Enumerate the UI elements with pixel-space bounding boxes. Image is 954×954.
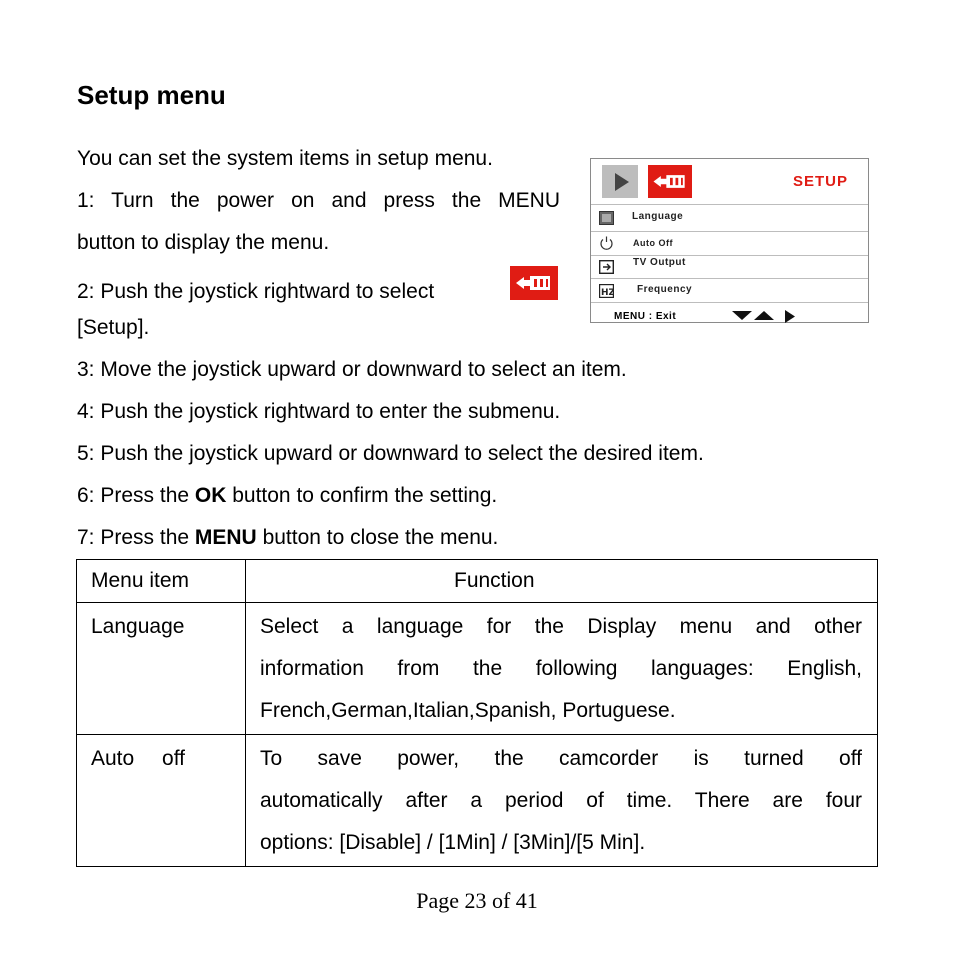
- row-function-line: options: [Disable] / [1Min] / [3Min]/[5 Min].: [260, 831, 646, 854]
- screen-item-label: Auto Off: [633, 238, 673, 248]
- step-7: [77, 526, 498, 550]
- screen-item-tv-output: [591, 256, 868, 279]
- intro-line-3: button to display the menu.: [77, 231, 330, 254]
- step-4: 4: Push the joystick rightward to enter the submenu.: [77, 400, 561, 423]
- setup-tool-icon: [510, 266, 558, 300]
- page-number: Page 23 of 41: [416, 888, 538, 913]
- frequency-icon: [599, 284, 614, 298]
- setup-tab-icon: [648, 165, 692, 198]
- row-item-auto-off: [77, 735, 246, 867]
- power-icon: [599, 236, 614, 250]
- header-menu-item: Menu item: [77, 560, 246, 603]
- svg-text:HZ: HZ: [601, 288, 614, 298]
- settings-table: [76, 559, 878, 867]
- row-function-line: information from the following languages: English,: [260, 657, 862, 680]
- screen-header: [591, 159, 868, 205]
- row-function-line: automatically after a period of time. There are four: [260, 789, 862, 812]
- play-icon: [602, 165, 638, 198]
- step-6-text-end: button to confirm the setting.: [226, 484, 498, 507]
- row-function-line: French,German,Italian,Spanish, Portuguese.: [260, 699, 676, 722]
- row-item-label: Language: [91, 615, 185, 638]
- intro-line-5: [Setup].: [77, 316, 150, 339]
- screen-item-label: TV Output: [633, 257, 686, 268]
- screen-setup-label: SETUP: [793, 173, 849, 190]
- screen-item-auto-off: [591, 232, 868, 256]
- intro-line-2: 1: Turn the power on and press the MENU: [77, 189, 560, 212]
- table-row: [77, 603, 878, 735]
- nav-arrows-icon: [732, 309, 798, 329]
- screen-item-label: Frequency: [637, 284, 693, 295]
- row-function-text: [260, 738, 862, 864]
- row-item-language: [77, 603, 246, 735]
- tv-output-icon: [599, 260, 614, 274]
- ok-keyword: OK: [194, 484, 227, 507]
- row-function-text: [260, 606, 862, 732]
- intro-line-1: You can set the system items in setup menu.: [77, 147, 493, 170]
- page-title: Setup menu: [77, 80, 226, 110]
- screen-footer-label: MENU : Exit: [614, 311, 677, 322]
- row-item-label: Auto off: [91, 747, 186, 770]
- menu-keyword: MENU: [194, 526, 257, 549]
- screen-item-frequency: [591, 279, 868, 303]
- setup-menu-screen: [590, 158, 869, 323]
- step-6-text: 6: Press the: [77, 484, 195, 507]
- step-7-text-end: button to close the menu.: [256, 526, 499, 549]
- screen-item-label: Language: [632, 211, 684, 222]
- language-icon: [599, 211, 614, 225]
- step-5: 5: Push the joystick upward or downward to select the desired item.: [77, 442, 704, 465]
- row-function-line: Select a language for the Display menu and other: [260, 615, 862, 638]
- step-6: [77, 484, 497, 508]
- table-row: [77, 735, 878, 867]
- step-3: 3: Move the joystick upward or downward to select an item.: [77, 358, 627, 381]
- header-function: Function: [246, 560, 878, 603]
- row-function-auto-off: [246, 735, 878, 867]
- screen-item-language: [591, 205, 868, 232]
- step-7-text: 7: Press the: [77, 526, 195, 549]
- table-header-row: [77, 560, 878, 603]
- intro-line-4: 2: Push the joystick rightward to select: [77, 280, 435, 303]
- row-function-language: [246, 603, 878, 735]
- row-function-line: To save power, the camcorder is turned off: [260, 747, 862, 770]
